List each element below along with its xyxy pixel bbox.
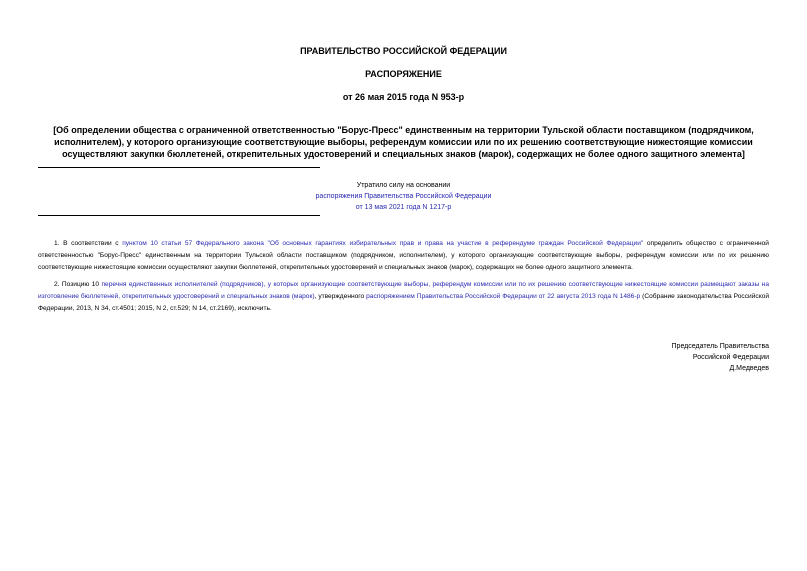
signature-country: Российской Федерации bbox=[692, 354, 769, 361]
paragraph-1-suffix: определить общество с ограниченной ответственностью "Борус-Пресс" единственным на территории Тульской области поставщиком (подрядчиком, исполнителем), у которого организующие соответствующие выборы, референдум комиссии или по их решению соответствующие нижестоящие комиссии осуществляют закупки бюллетеней, открепительных удостоверений и специальных знаков (марок), содержащих не более одного защитного элемента. bbox=[38, 240, 769, 271]
signature-name: Д.Медведев bbox=[729, 365, 769, 372]
paragraph-2-prefix: 2. Позицию 10 bbox=[54, 281, 102, 288]
government-heading: ПРАВИТЕЛЬСТВО РОССИЙСКОЙ ФЕДЕРАЦИИ bbox=[300, 46, 507, 56]
divider-bottom bbox=[38, 215, 320, 216]
document-type-heading: РАСПОРЯЖЕНИЕ bbox=[365, 69, 442, 79]
federal-law-link[interactable]: пунктом 10 статьи 57 Федерального закона "Об основных гарантиях избирательных прав и права на участие в референдуме граждан Российской Федерации" bbox=[122, 240, 644, 247]
paragraph-1 bbox=[38, 238, 769, 274]
paragraph-2 bbox=[38, 279, 769, 315]
paragraph-2-middle: , утвержденного bbox=[314, 293, 367, 300]
government-order-link[interactable]: распоряжением Правительства Российской Федерации от 22 августа 2013 года N 1486-р bbox=[366, 293, 641, 300]
annulment-link-line1[interactable]: распоряжения Правительства Российской Федерации bbox=[315, 193, 492, 200]
divider-top bbox=[38, 167, 320, 168]
contractors-list-link[interactable]: перечня единственных исполнителей (подрядчиков), у которых организующие соответствующие выборы, референдум комиссии или по их решению соответствующие нижестоящие комиссии размещают заказы на изготовление бюллетеней, открепительных удостоверений и специальных знаков (марок) bbox=[38, 281, 769, 300]
document-title: [Об определении общества с ограниченной ответственностью "Борус-Пресс" единственным на территории Тульской области поставщиком (подрядчиком, исполнителем), у которого организующие соответствующие выборы, референдум комиссии или по их решению соответствующие нижестоящие комиссии осуществляют закупки бюллетеней, открепительных удостоверений и специальных знаков (марок), содержащих не более одного защитного элемента] bbox=[53, 125, 754, 159]
annulment-note: Утратило силу на основании bbox=[356, 182, 451, 189]
document-date-heading: от 26 мая 2015 года N 953-р bbox=[342, 92, 465, 102]
paragraph-2-suffix: (Собрание законодательства Российской Федерации, 2013, N 34, ст.4501; 2015, N 2, ст.529; N 14, ст.2169), исключить. bbox=[38, 293, 769, 312]
signature-position: Председатель Правительства bbox=[671, 343, 769, 350]
annulment-link-line2[interactable]: от 13 мая 2021 года N 1217-р bbox=[355, 204, 452, 211]
paragraph-1-prefix: 1. В соответствии с bbox=[54, 240, 123, 247]
